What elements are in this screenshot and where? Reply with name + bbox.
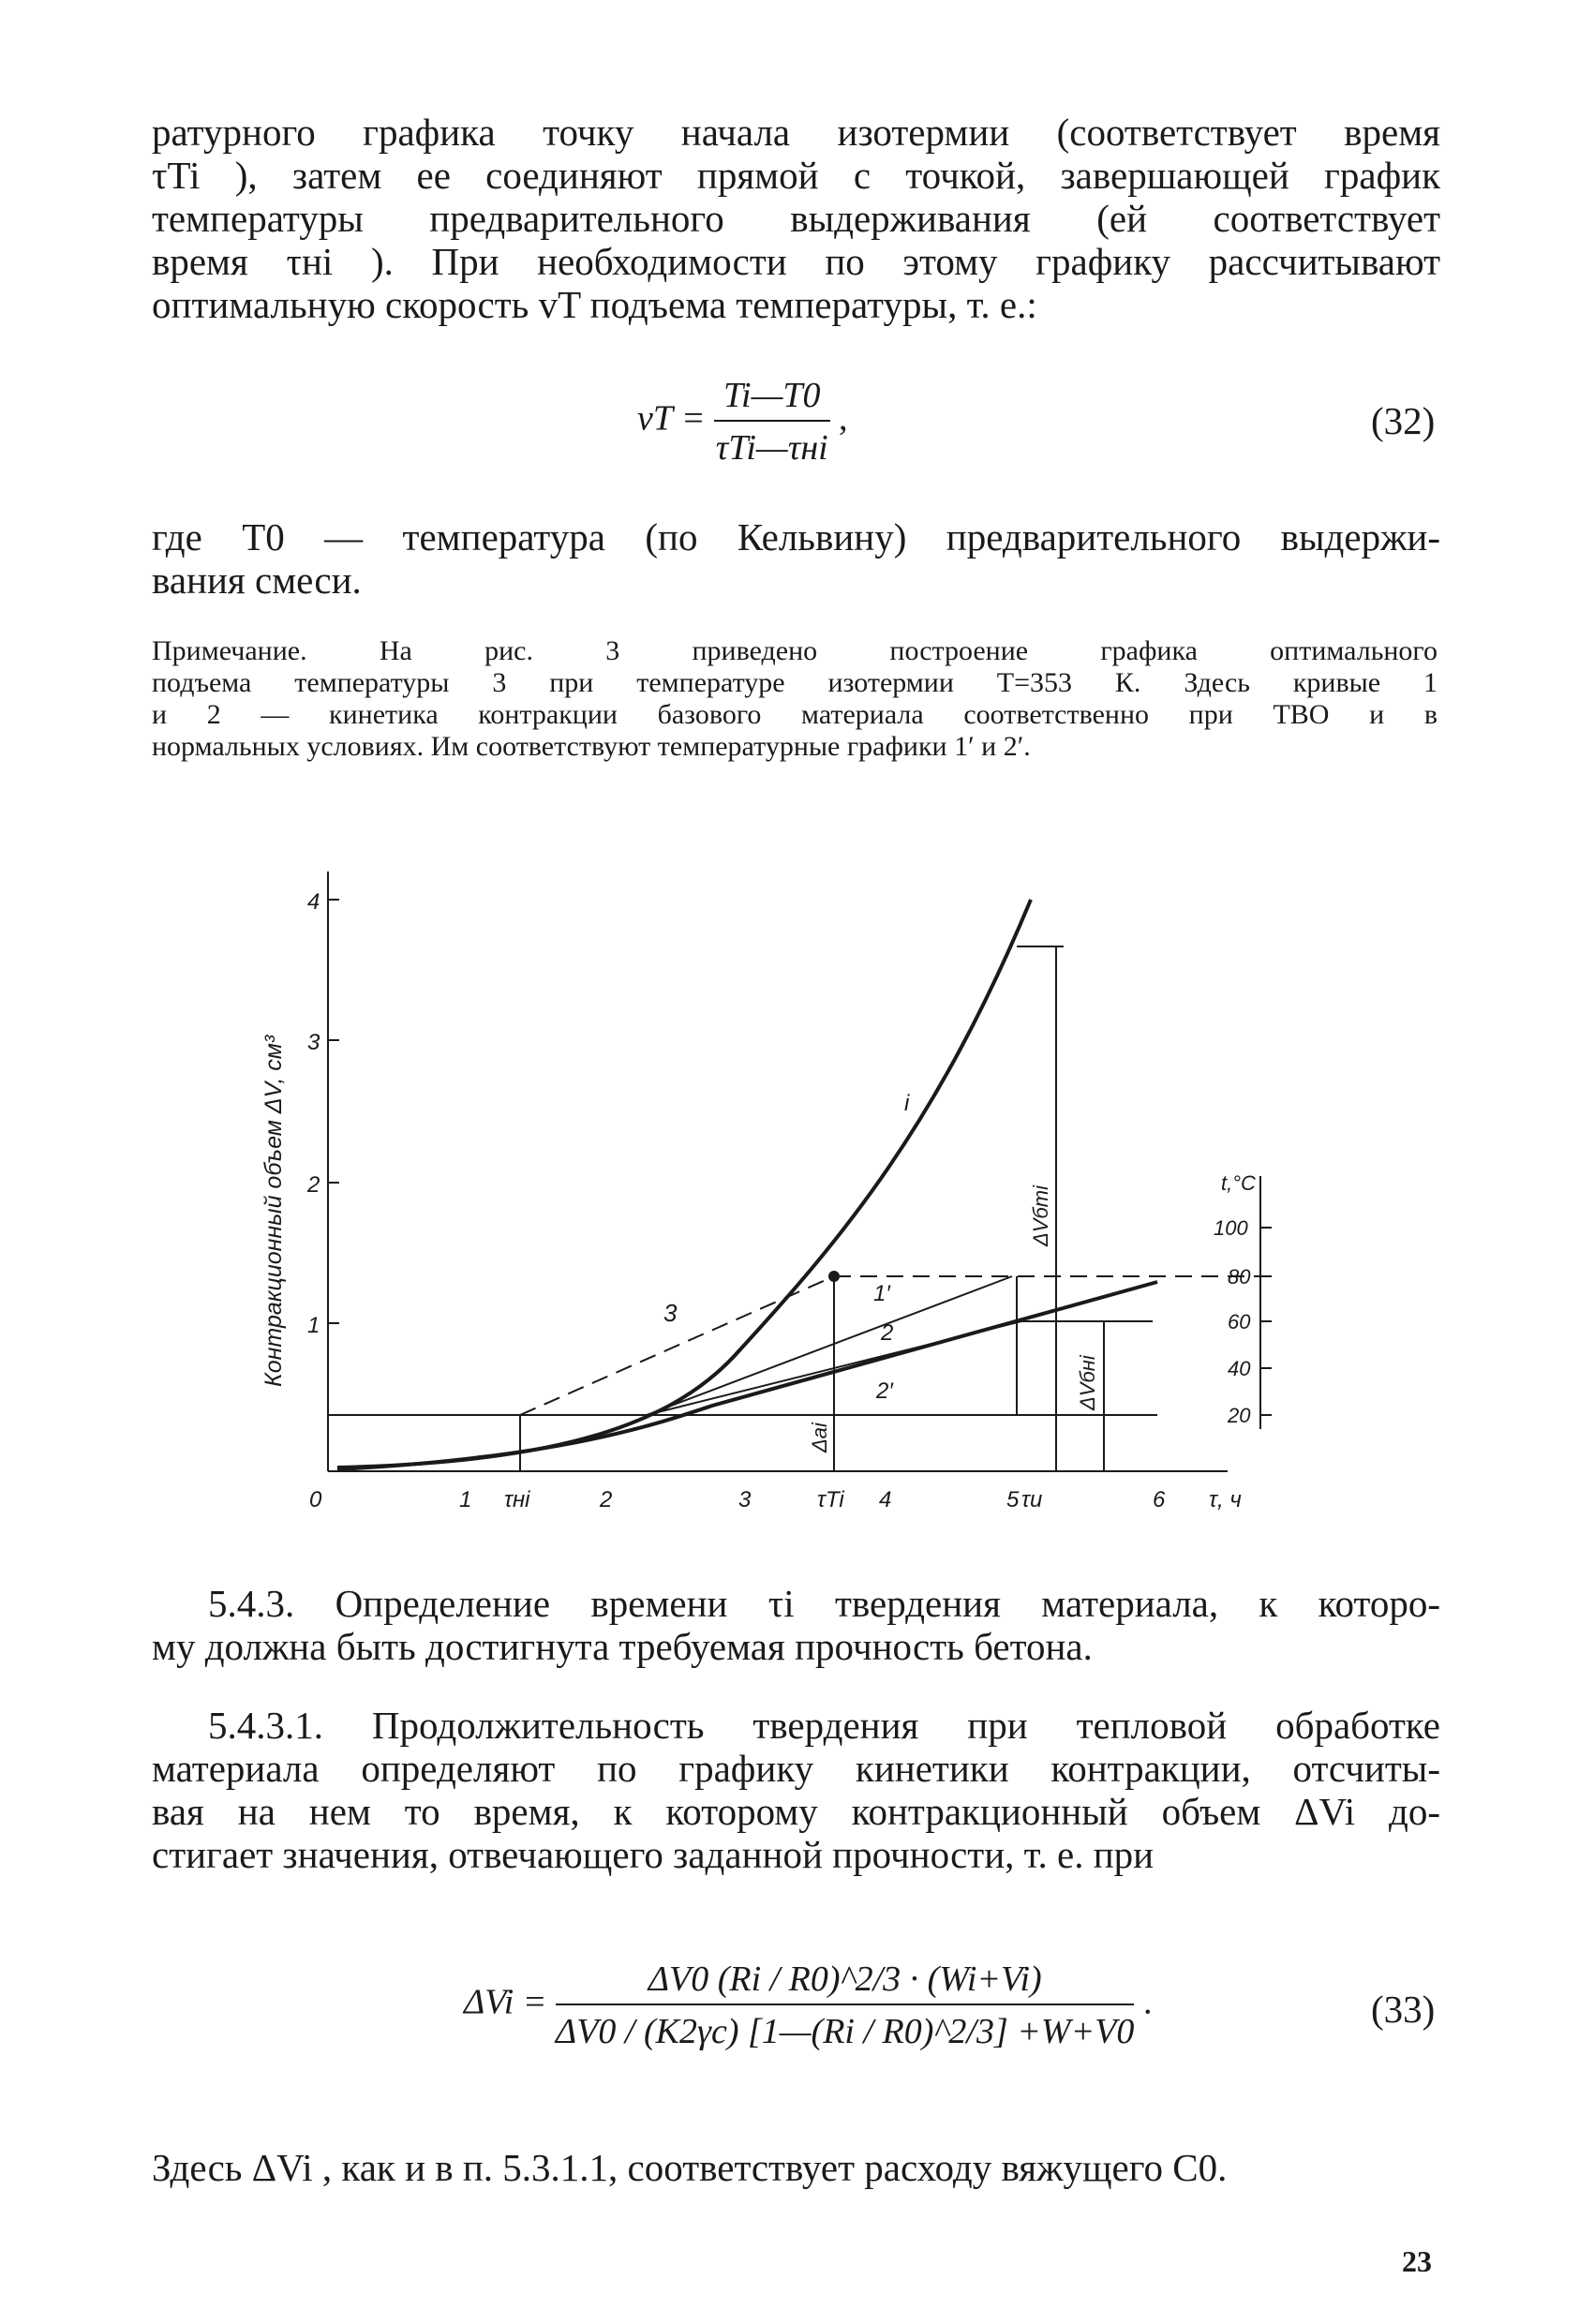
x-tick-label: 6 [1153, 1487, 1166, 1512]
text-line: материала определяют по графику кинетики контракции, отсчиты- [152, 1747, 1440, 1790]
x-tick-label: 0 [309, 1487, 322, 1512]
t-tick-label: 40 [1228, 1357, 1251, 1380]
note-line: подъема температуры 3 при температуре изотермии T=353 К. Здесь кривые 1 [152, 667, 1438, 698]
t-tick-label: 100 [1214, 1216, 1248, 1240]
t-axis-title: t,°C [1221, 1171, 1256, 1195]
page-number: 23 [1402, 2244, 1432, 2278]
text-line: вая на нем то время, к которому контракционный объем ΔVi до- [152, 1790, 1440, 1833]
note-line: Примечание. На рис. 3 приведено построение графика оптимального [152, 635, 1438, 666]
eq33-denominator: ΔV0 / (K2γc) [1—(Ri / R0)^2/3] +W+V0 [555, 2012, 1135, 2051]
note-line: и 2 — кинетика контракции базового материала соответственно при ТВО и в [152, 699, 1438, 730]
text-line: му должна быть достигнута требуемая прочность бетона. [152, 1625, 1093, 1668]
text-line: τTi ), затем ее соединяют прямой с точкой, завершающей график [152, 154, 1440, 197]
eq32-numerator: Ti—T0 [714, 375, 830, 422]
curve-1-prime [647, 1276, 1012, 1415]
section-5-4-3-1 [152, 1704, 1440, 1876]
curve-label-2: 2 [881, 1320, 894, 1346]
text-line: время τнi ). При необходимости по этому графику рассчитывают [152, 240, 1440, 283]
curve-label-i: i [904, 1091, 910, 1116]
y-tick-label: 4 [307, 889, 320, 915]
dim-label-delta-v-bni: ΔVбнi [1076, 1355, 1099, 1410]
text-line: оптимальную скорость vT подъема температуры, т. е.: [152, 283, 1037, 326]
t-tick-label: 60 [1228, 1310, 1251, 1333]
curve-i [337, 900, 1031, 1467]
x-axis-title: τ, ч [1209, 1487, 1242, 1512]
text-line: где T0 — температура (по Кельвину) предварительного выдержи- [152, 515, 1440, 559]
note-line: нормальных условиях. Им соответствуют температурные графики 1′ и 2′. [152, 731, 1031, 762]
x-tick-label: 5 [1006, 1487, 1020, 1512]
x-tick-label: 2 [600, 1487, 613, 1512]
equation-32-number: (32) [1371, 399, 1436, 442]
x-tick-label: τнi [504, 1487, 530, 1512]
text-line: ратурного графика точку начала изотермии (соответствует время [152, 111, 1440, 154]
curve-label-3: 3 [663, 1299, 678, 1327]
text-line: 5.4.3.1. Продолжительность твердения при тепловой обработке [208, 1704, 1440, 1747]
x-tick-label: 4 [879, 1487, 892, 1512]
y-tick-label: 1 [307, 1313, 320, 1338]
eq32-lhs: vT = [637, 398, 706, 439]
equation-33 [464, 1959, 1152, 2052]
t-tick-label: 80 [1228, 1265, 1251, 1289]
x-tick-label: 3 [738, 1487, 752, 1512]
curve-2 [337, 1282, 1157, 1469]
text-line: температуры предварительного выдерживания (ей соответствует [152, 197, 1440, 240]
curve-label-2-prime: 2′ [876, 1378, 893, 1404]
eq32-tail: , [839, 398, 848, 439]
text-line: Здесь ΔVi , как и в п. 5.3.1.1, соответствует расходу вяжущего C0. [152, 2146, 1228, 2189]
x-tick-label: τTi [817, 1487, 844, 1512]
text-line: стигает значения, отвечающего заданной прочности, т. е. при [152, 1833, 1155, 1876]
text-line: вания смеси. [152, 559, 362, 602]
eq33-tail: . [1142, 1982, 1153, 2022]
y-tick-label: 2 [307, 1172, 320, 1198]
curve-label-1-prime: 1′ [873, 1281, 890, 1306]
eq33-lhs: ΔVi = [464, 1982, 547, 2022]
eq32-denominator: τTi—τнi [715, 428, 828, 468]
y-axis-title: Контракционный объем ΔV, см³ [261, 1035, 287, 1387]
eq33-fraction [556, 1959, 1135, 2052]
x-tick-label: 1 [459, 1487, 472, 1512]
y-tick-label: 3 [307, 1030, 320, 1055]
text-line: 5.4.3. Определение времени τi твердения материала, к которо- [208, 1582, 1440, 1625]
isotherm-start-point [828, 1271, 840, 1282]
dim-label-delta-v-bmi: ΔVбmi [1029, 1184, 1052, 1246]
dim-label-delta-ai: Δai [808, 1423, 831, 1452]
section-5-4-3 [152, 1582, 1440, 1668]
closing-paragraph [152, 2146, 1440, 2189]
t-tick-label: 20 [1228, 1404, 1251, 1427]
equation-33-number: (33) [1371, 1988, 1436, 2031]
x-tick-label: τu [1021, 1487, 1043, 1512]
eq33-numerator: ΔV0 (Ri / R0)^2/3 · (Wi+Vi) [556, 1959, 1135, 2005]
